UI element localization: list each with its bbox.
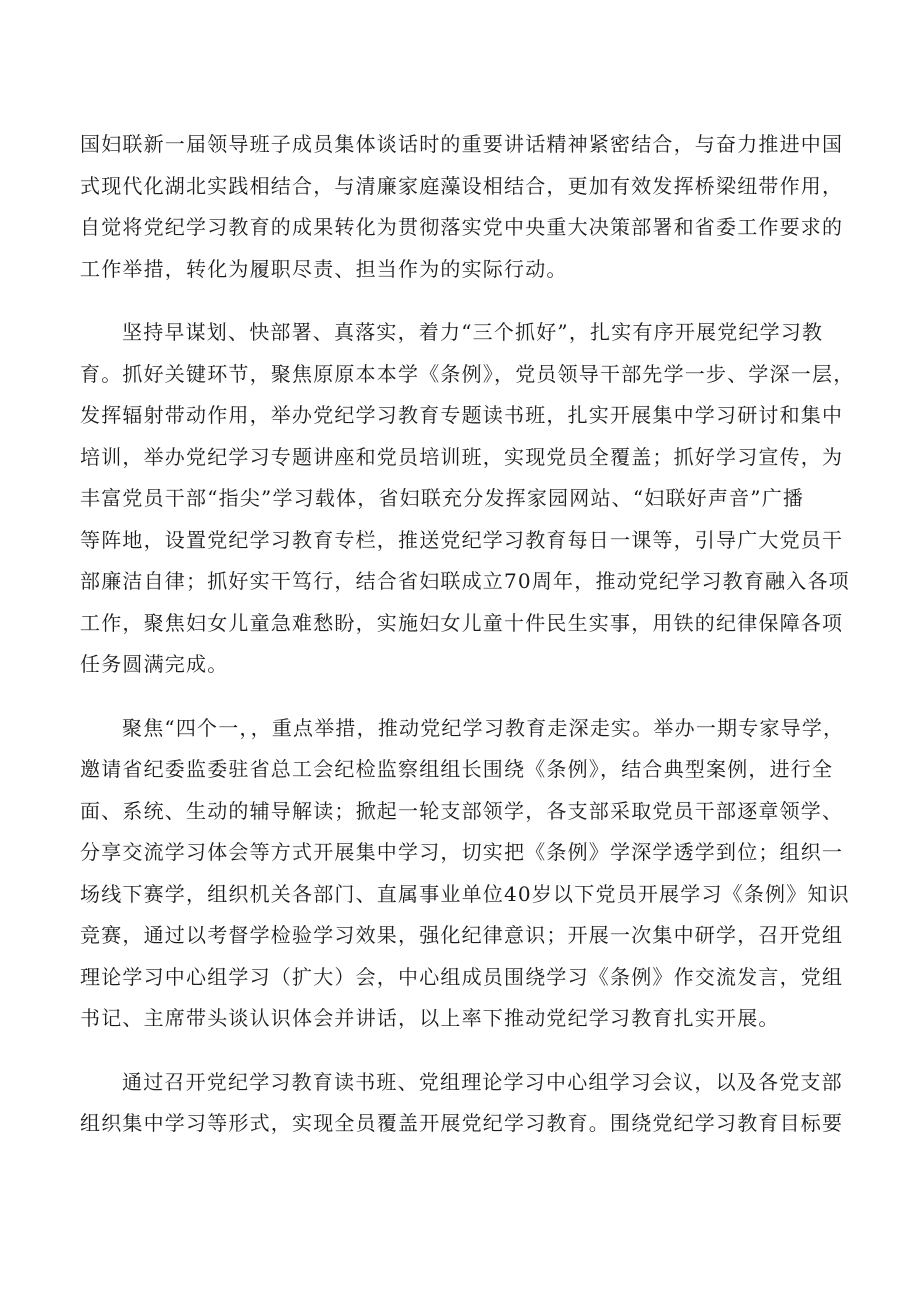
text-line: 分享交流学习体会等方式开展集中学习，切实把《条例》学深学透学到位；组织一 <box>80 840 844 864</box>
text-line: 国妇联新一届领导班子成员集体谈话时的重要讲话精神紧密结合，与奋力推进中国 <box>80 132 844 156</box>
text-line: 发挥辐射带动作用，举办党纪学习教育专题读书班，扎实开展集中学习研讨和集中 <box>80 403 844 427</box>
text-line: 邀请省纪委监委驻省总工会纪检监察组组长围绕《条例》，结合典型案例，进行全 <box>80 757 834 781</box>
text-line: 书记、主席带头谈认识体会并讲话，以上率下推动党纪学习教育扎实开展。 <box>80 1006 780 1030</box>
paragraph-1 <box>80 124 860 290</box>
text-line: 培训，举办党纪学习专题讲座和党员培训班，实现党员全覆盖；抓好学习宣传，为 <box>80 444 844 469</box>
text-line: 育。抓好关键环节，聚焦原原本本学《条例》，党员领导干部先学一步、学深一层， <box>80 361 855 386</box>
paragraph-2 <box>80 312 860 686</box>
document-body <box>80 124 860 1145</box>
text-line: 组织集中学习等形式，实现全员覆盖开展党纪学习教育。围绕党纪学习教育目标要 <box>80 1111 844 1135</box>
text-line: 坚持早谋划、快部署、真落实，着力“三个抓好”，扎实有序开展党纪学习教 <box>122 320 824 344</box>
text-line: 丰富党员干部“指尖”学习载体，省妇联充分发挥家园网站、“妇联好声音”广播 <box>80 486 805 510</box>
text-line: 式现代化湖北实践相结合，与清廉家庭藻设相结合，更加有效发挥桥梁纽带作用， <box>80 173 844 198</box>
text-line: 自觉将党纪学习教育的成果转化为贯彻落实党中央重大决策部署和省委工作要求的 <box>80 215 844 239</box>
text-line: 部廉洁自律；抓好实干笃行，结合省妇联成立70周年，推动党纪学习教育融入各项 <box>80 569 850 593</box>
text-line: 竞赛，通过以考督学检验学习效果，强化纪律意识；开展一次集中研学，召开党组 <box>80 923 844 947</box>
text-line: 任务圆满完成。 <box>80 652 229 676</box>
text-line: 理论学习中心组学习（扩大）会，中心组成员围绕学习《条例》作交流发言，党组 <box>80 964 844 989</box>
text-line: 聚焦“四个一，，重点举措，推动党纪学习教育走深走实。举办一期专家导学， <box>122 715 845 740</box>
text-line: 等阵地，设置党纪学习教育专栏，推送党纪学习教育每日一课等，引导广大党员干 <box>80 527 844 552</box>
text-line: 面、系统、生动的辅导解读；掀起一轮支部领学，各支部采取党员干部逐章领学、 <box>80 798 844 823</box>
text-line: 场线下赛学，组织机关各部门、直属事业单位40岁以下党员开展学习《条例》知识 <box>80 881 850 906</box>
paragraph-4 <box>80 1062 860 1145</box>
paragraph-3 <box>80 708 860 1040</box>
text-line: 工作，聚焦妇女儿童急难愁盼，实施妇女儿童十件民生实事，用铁的纪律保障各项 <box>80 610 844 635</box>
text-line: 工作举措，转化为履职尽责、担当作为的实际行动。 <box>80 256 568 281</box>
text-line: 通过召开党纪学习教育读书班、党组理论学习中心组学习会议，以及各党支部 <box>122 1069 843 1094</box>
